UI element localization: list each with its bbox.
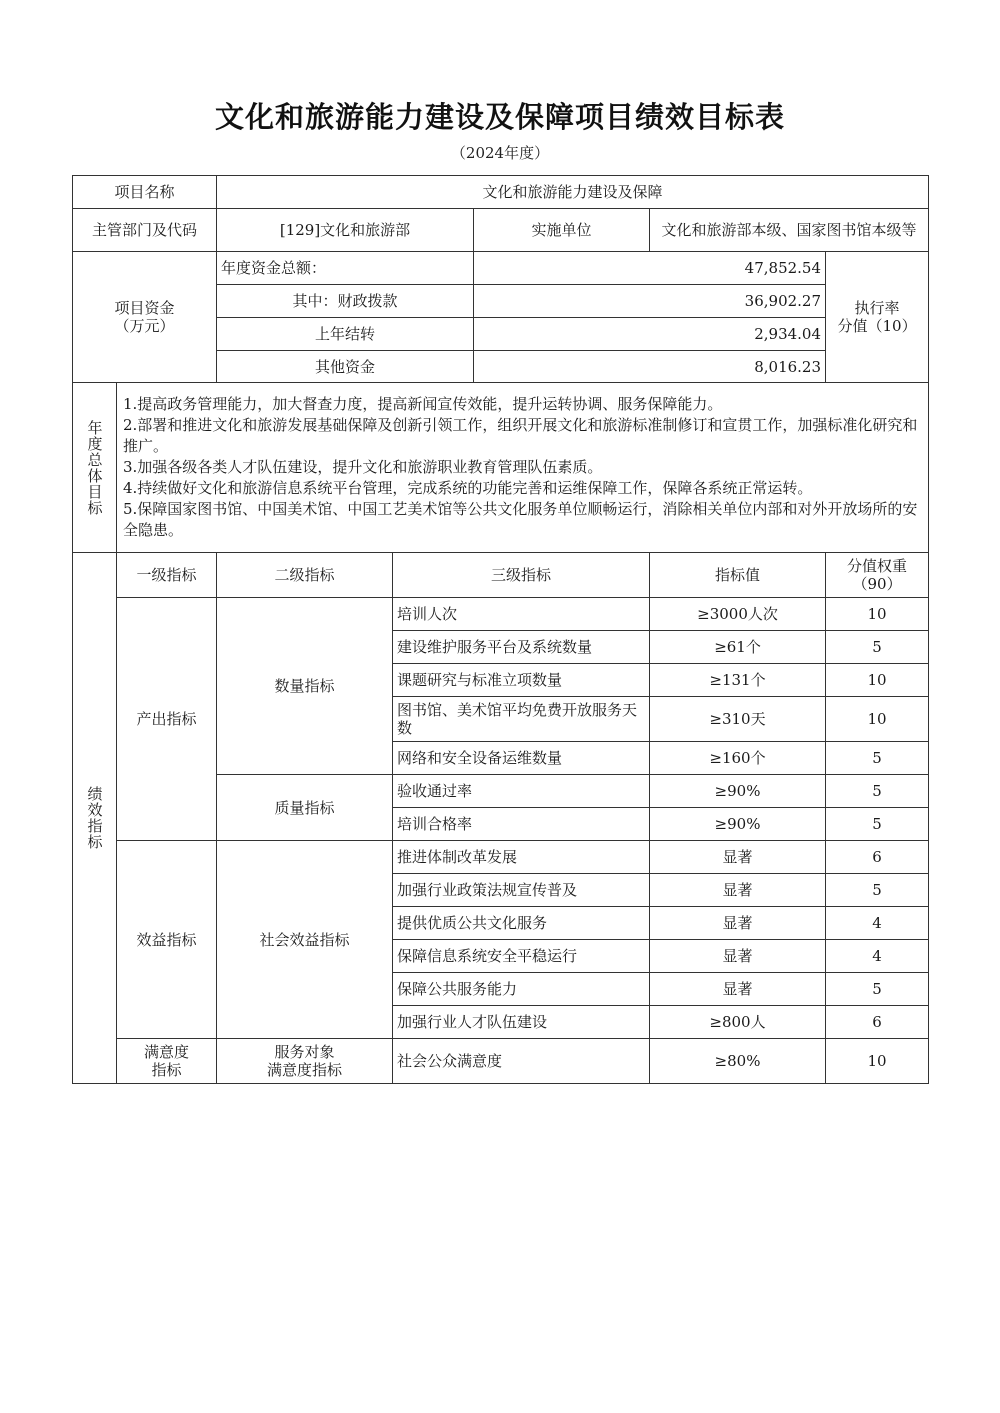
indicator-value: 显著 bbox=[650, 841, 826, 874]
indicator-value: ≥61个 bbox=[650, 631, 826, 664]
goal-item: 3.加强各级各类人才队伍建设，提升文化和旅游职业教育管理队伍素质。 bbox=[123, 458, 603, 476]
indicator-weight: 5 bbox=[826, 742, 929, 775]
project-name-value: 文化和旅游能力建设及保障 bbox=[217, 176, 929, 209]
level1-benefit: 效益指标 bbox=[117, 841, 217, 1039]
indicator-weight: 5 bbox=[826, 973, 929, 1006]
indicator-weight: 5 bbox=[826, 874, 929, 907]
indicator-value: ≥90% bbox=[650, 775, 826, 808]
indicators-header-row bbox=[73, 553, 929, 598]
header-level3: 三级指标 bbox=[393, 553, 650, 598]
indicator-value: 显著 bbox=[650, 874, 826, 907]
indicator-value: ≥800人 bbox=[650, 1006, 826, 1039]
header-weight: 分值权重 bbox=[847, 557, 908, 575]
indicators-label: 绩效指标 bbox=[73, 553, 117, 1084]
indicator-name: 培训合格率 bbox=[393, 808, 650, 841]
funds-label-cell bbox=[73, 252, 217, 383]
goal-item: 2.部署和推进文化和旅游发展基础保障及创新引领工作，组织开展文化和旅游标准制修订和宣贯工作，加强标准化研究和推广。 bbox=[123, 416, 918, 455]
level1-output: 产出指标 bbox=[117, 598, 217, 841]
page-subtitle: （2024年度） bbox=[450, 144, 550, 162]
goal-item: 1.提高政务管理能力，加大督查力度，提高新闻宣传效能，提升运转协调、服务保障能力。 bbox=[123, 395, 723, 413]
indicator-value: ≥310天 bbox=[650, 697, 826, 742]
indicator-name: 加强行业政策法规宣传普及 bbox=[393, 874, 650, 907]
performance-table bbox=[72, 175, 929, 1084]
indicator-weight: 10 bbox=[826, 697, 929, 742]
indicator-row bbox=[73, 598, 929, 631]
level2-quantity: 数量指标 bbox=[217, 598, 393, 775]
project-name-label: 项目名称 bbox=[73, 176, 217, 209]
level2-service-satisfaction bbox=[217, 1039, 393, 1084]
indicator-weight: 6 bbox=[826, 841, 929, 874]
goals-label: 年度总体目标 bbox=[73, 383, 117, 553]
indicator-weight: 4 bbox=[826, 907, 929, 940]
indicator-weight: 5 bbox=[826, 808, 929, 841]
indicator-name: 课题研究与标准立项数量 bbox=[393, 664, 650, 697]
department-value: [129]文化和旅游部 bbox=[217, 209, 474, 252]
funds-row bbox=[73, 252, 929, 285]
indicator-weight: 5 bbox=[826, 631, 929, 664]
page-title: 文化和旅游能力建设及保障项目绩效目标表 bbox=[214, 100, 785, 134]
header-value: 指标值 bbox=[650, 553, 826, 598]
header-level2: 二级指标 bbox=[217, 553, 393, 598]
goals-row bbox=[73, 383, 929, 553]
header-level1: 一级指标 bbox=[117, 553, 217, 598]
indicator-value: ≥90% bbox=[650, 808, 826, 841]
indicator-name: 建设维护服务平台及系统数量 bbox=[393, 631, 650, 664]
indicator-name: 验收通过率 bbox=[393, 775, 650, 808]
level2-quality: 质量指标 bbox=[217, 775, 393, 841]
indicator-value: ≥131个 bbox=[650, 664, 826, 697]
goal-item: 4.持续做好文化和旅游信息系统平台管理，完成系统的功能完善和运维保障工作，保障各系统正常运转。 bbox=[123, 479, 813, 497]
indicator-value: ≥160个 bbox=[650, 742, 826, 775]
indicator-row bbox=[73, 841, 929, 874]
indicator-weight: 10 bbox=[826, 1039, 929, 1084]
goal-item: 5.保障国家图书馆、中国美术馆、中国工艺美术馆等公共文化服务单位顺畅运行，消除相关单位内部和对外开放场所的安全隐患。 bbox=[123, 500, 918, 539]
indicator-value: ≥3000人次 bbox=[650, 598, 826, 631]
execution-rate-cell bbox=[826, 252, 929, 383]
indicator-weight: 4 bbox=[826, 940, 929, 973]
indicator-name: 培训人次 bbox=[393, 598, 650, 631]
department-row bbox=[73, 209, 929, 252]
header-weight-cell bbox=[826, 553, 929, 598]
funds-label: 项目资金 bbox=[114, 299, 175, 317]
level1-satisfaction-line2: 指标 bbox=[151, 1061, 182, 1079]
indicator-name: 提供优质公共文化服务 bbox=[393, 907, 650, 940]
execution-score-label: 分值（10） bbox=[837, 317, 917, 335]
indicator-weight: 10 bbox=[826, 664, 929, 697]
level1-satisfaction-line1: 满意度 bbox=[144, 1043, 190, 1061]
funds-carryover-label: 上年结转 bbox=[217, 318, 474, 351]
funds-fiscal-value: 36,902.27 bbox=[474, 285, 826, 318]
level2-service-line2: 满意度指标 bbox=[267, 1061, 343, 1079]
indicator-value: 显著 bbox=[650, 907, 826, 940]
level2-service-line1: 服务对象 bbox=[274, 1043, 335, 1061]
indicator-value: 显著 bbox=[650, 940, 826, 973]
indicator-name: 网络和安全设备运维数量 bbox=[393, 742, 650, 775]
indicator-name: 图书馆、美术馆平均免费开放服务天数 bbox=[393, 697, 650, 742]
header-weight-total: （90） bbox=[852, 575, 902, 593]
funds-other-label: 其他资金 bbox=[217, 351, 474, 383]
implementer-label: 实施单位 bbox=[474, 209, 650, 252]
funds-total-label: 年度资金总额： bbox=[217, 252, 474, 285]
indicator-name: 推进体制改革发展 bbox=[393, 841, 650, 874]
project-name-row bbox=[73, 176, 929, 209]
indicator-row bbox=[73, 1039, 929, 1084]
implementer-value: 文化和旅游部本级、国家图书馆本级等 bbox=[650, 209, 929, 252]
indicator-value: ≥80% bbox=[650, 1039, 826, 1084]
level2-social-benefit: 社会效益指标 bbox=[217, 841, 393, 1039]
department-label: 主管部门及代码 bbox=[73, 209, 217, 252]
indicator-weight: 10 bbox=[826, 598, 929, 631]
indicator-name: 加强行业人才队伍建设 bbox=[393, 1006, 650, 1039]
indicator-weight: 6 bbox=[826, 1006, 929, 1039]
funds-unit: （万元） bbox=[114, 317, 175, 335]
indicator-name: 保障信息系统安全平稳运行 bbox=[393, 940, 650, 973]
level1-satisfaction bbox=[117, 1039, 217, 1084]
funds-fiscal-label: 其中：财政拨款 bbox=[217, 285, 474, 318]
execution-rate-label: 执行率 bbox=[854, 299, 900, 317]
indicator-name: 社会公众满意度 bbox=[393, 1039, 650, 1084]
funds-total-value: 47,852.54 bbox=[474, 252, 826, 285]
indicator-name: 保障公共服务能力 bbox=[393, 973, 650, 1006]
funds-other-value: 8,016.23 bbox=[474, 351, 826, 383]
goals-content bbox=[117, 383, 929, 553]
indicator-weight: 5 bbox=[826, 775, 929, 808]
funds-carryover-value: 2,934.04 bbox=[474, 318, 826, 351]
indicator-value: 显著 bbox=[650, 973, 826, 1006]
